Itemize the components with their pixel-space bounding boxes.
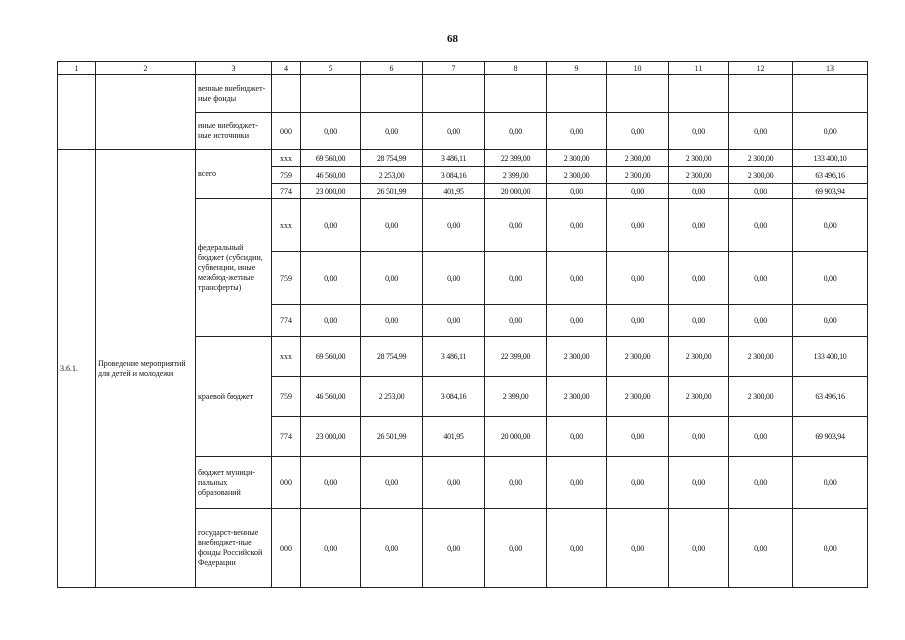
funding-source-label: государст-венные внебюджет-ные фонды Российской Федерации (196, 509, 272, 588)
value-cell: 133 400,10 (793, 150, 868, 167)
value-cell: 0,00 (361, 199, 423, 252)
value-cell: 0,00 (607, 509, 669, 588)
value-cell: 0,00 (729, 305, 793, 337)
value-cell: 63 496,16 (793, 377, 868, 417)
value-cell: 0,00 (793, 509, 868, 588)
value-cell: 0,00 (361, 305, 423, 337)
value-cell: 46 560,00 (301, 167, 361, 184)
value-cell: 0,00 (607, 457, 669, 509)
value-cell: 0,00 (423, 305, 485, 337)
funding-source-label: краевой бюджет (196, 337, 272, 457)
value-cell (793, 75, 868, 113)
value-cell (607, 75, 669, 113)
value-cell: 2 300,00 (607, 167, 669, 184)
value-cell: 2 300,00 (669, 337, 729, 377)
value-cell: 0,00 (607, 417, 669, 457)
page-number: 68 (447, 33, 458, 45)
code-cell: 774 (272, 417, 301, 457)
value-cell: 0,00 (485, 252, 547, 305)
value-cell: 2 300,00 (729, 377, 793, 417)
code-cell: 000 (272, 113, 301, 150)
value-cell: 23 000,00 (301, 417, 361, 457)
value-cell: 0,00 (485, 199, 547, 252)
column-number: 13 (793, 62, 868, 75)
value-cell: 0,00 (547, 457, 607, 509)
value-cell: 2 300,00 (607, 377, 669, 417)
value-cell: 0,00 (793, 113, 868, 150)
code-cell: 000 (272, 509, 301, 588)
value-cell: 2 253,00 (361, 377, 423, 417)
code-cell: 774 (272, 305, 301, 337)
value-cell: 2 300,00 (547, 150, 607, 167)
value-cell: 2 300,00 (729, 150, 793, 167)
budget-table (57, 61, 868, 588)
value-cell: 26 501,99 (361, 184, 423, 199)
value-cell: 0,00 (361, 113, 423, 150)
funding-source-label: федеральный бюджет (субсидии, субвенции, иные межбюд-жетные трансферты) (196, 199, 272, 337)
value-cell: 0,00 (423, 509, 485, 588)
value-cell: 20 000,00 (485, 184, 547, 199)
value-cell: 0,00 (301, 113, 361, 150)
value-cell: 0,00 (669, 457, 729, 509)
code-cell: 000 (272, 457, 301, 509)
value-cell: 0,00 (793, 457, 868, 509)
column-number: 5 (301, 62, 361, 75)
value-cell: 2 399,00 (485, 167, 547, 184)
value-cell: 133 400,10 (793, 337, 868, 377)
value-cell: 2 300,00 (669, 150, 729, 167)
value-cell: 0,00 (423, 199, 485, 252)
value-cell: 3 486,11 (423, 337, 485, 377)
value-cell: 0,00 (361, 252, 423, 305)
value-cell: 0,00 (607, 252, 669, 305)
value-cell: 28 754,99 (361, 337, 423, 377)
value-cell: 69 903,94 (793, 184, 868, 199)
value-cell: 3 084,16 (423, 167, 485, 184)
value-cell: 0,00 (669, 509, 729, 588)
value-cell: 0,00 (607, 184, 669, 199)
value-cell: 3 084,16 (423, 377, 485, 417)
value-cell: 0,00 (669, 305, 729, 337)
code-cell: 759 (272, 377, 301, 417)
value-cell: 0,00 (547, 509, 607, 588)
value-cell: 0,00 (423, 457, 485, 509)
funding-source-label: венные внебюджет-ные фонды (196, 75, 272, 113)
column-number: 10 (607, 62, 669, 75)
item-number-cell (58, 75, 96, 150)
value-cell (729, 75, 793, 113)
continuation-row (58, 75, 868, 113)
table-row (58, 150, 868, 167)
value-cell: 2 300,00 (547, 167, 607, 184)
value-cell: 0,00 (547, 184, 607, 199)
value-cell: 0,00 (793, 199, 868, 252)
value-cell: 0,00 (669, 184, 729, 199)
value-cell: 2 300,00 (669, 167, 729, 184)
value-cell: 0,00 (729, 199, 793, 252)
column-number: 9 (547, 62, 607, 75)
value-cell: 69 903,94 (793, 417, 868, 457)
value-cell: 0,00 (301, 509, 361, 588)
value-cell: 23 000,00 (301, 184, 361, 199)
value-cell: 22 399,00 (485, 150, 547, 167)
value-cell: 401,95 (423, 417, 485, 457)
column-number: 4 (272, 62, 301, 75)
value-cell: 0,00 (669, 113, 729, 150)
value-cell: 0,00 (301, 305, 361, 337)
value-cell: 0,00 (547, 305, 607, 337)
column-number: 7 (423, 62, 485, 75)
value-cell: 0,00 (607, 113, 669, 150)
value-cell (423, 75, 485, 113)
value-cell: 2 300,00 (607, 150, 669, 167)
value-cell: 0,00 (547, 417, 607, 457)
value-cell: 20 000,00 (485, 417, 547, 457)
value-cell: 3 486,11 (423, 150, 485, 167)
column-number-row (58, 62, 868, 75)
value-cell: 0,00 (361, 509, 423, 588)
value-cell: 0,00 (729, 252, 793, 305)
code-cell: xxx (272, 199, 301, 252)
item-number-cell: 3.6.1. (58, 150, 96, 588)
column-number: 2 (96, 62, 196, 75)
value-cell: 0,00 (547, 113, 607, 150)
value-cell: 0,00 (485, 509, 547, 588)
value-cell: 0,00 (607, 305, 669, 337)
column-number: 8 (485, 62, 547, 75)
value-cell: 0,00 (607, 199, 669, 252)
column-number: 6 (361, 62, 423, 75)
value-cell: 0,00 (729, 457, 793, 509)
value-cell: 0,00 (423, 113, 485, 150)
value-cell: 0,00 (547, 199, 607, 252)
code-cell: 759 (272, 252, 301, 305)
value-cell: 2 300,00 (729, 337, 793, 377)
item-name-cell: Проведение мероприятий для детей и молодежи (96, 150, 196, 588)
value-cell: 26 501,99 (361, 417, 423, 457)
value-cell: 0,00 (729, 184, 793, 199)
value-cell: 63 496,16 (793, 167, 868, 184)
value-cell (547, 75, 607, 113)
value-cell: 2 300,00 (547, 337, 607, 377)
value-cell (669, 75, 729, 113)
value-cell: 2 300,00 (729, 167, 793, 184)
value-cell: 0,00 (547, 252, 607, 305)
value-cell: 0,00 (301, 252, 361, 305)
value-cell: 2 253,00 (361, 167, 423, 184)
value-cell: 0,00 (729, 417, 793, 457)
value-cell (361, 75, 423, 113)
code-cell: 759 (272, 167, 301, 184)
value-cell: 0,00 (669, 199, 729, 252)
funding-source-label: иные внебюджет-ные источники (196, 113, 272, 150)
code-cell: xxx (272, 150, 301, 167)
funding-source-label: бюджет муници-пальных образований (196, 457, 272, 509)
value-cell: 0,00 (301, 457, 361, 509)
code-cell: xxx (272, 337, 301, 377)
value-cell: 0,00 (793, 252, 868, 305)
value-cell: 0,00 (485, 113, 547, 150)
value-cell (301, 75, 361, 113)
value-cell: 0,00 (669, 252, 729, 305)
value-cell: 22 399,00 (485, 337, 547, 377)
value-cell: 69 560,00 (301, 337, 361, 377)
value-cell: 2 300,00 (669, 377, 729, 417)
value-cell: 0,00 (301, 199, 361, 252)
column-number: 12 (729, 62, 793, 75)
value-cell: 28 754,99 (361, 150, 423, 167)
item-name-cell (96, 75, 196, 150)
value-cell: 0,00 (361, 457, 423, 509)
value-cell: 0,00 (793, 305, 868, 337)
funding-source-label: всего (196, 150, 272, 199)
code-cell: 774 (272, 184, 301, 199)
value-cell: 0,00 (729, 113, 793, 150)
value-cell: 0,00 (485, 457, 547, 509)
value-cell: 401,95 (423, 184, 485, 199)
value-cell: 69 560,00 (301, 150, 361, 167)
column-number: 1 (58, 62, 96, 75)
value-cell: 0,00 (423, 252, 485, 305)
value-cell: 0,00 (485, 305, 547, 337)
value-cell: 0,00 (729, 509, 793, 588)
column-number: 11 (669, 62, 729, 75)
code-cell (272, 75, 301, 113)
value-cell (485, 75, 547, 113)
column-number: 3 (196, 62, 272, 75)
value-cell: 46 560,00 (301, 377, 361, 417)
value-cell: 0,00 (669, 417, 729, 457)
value-cell: 2 399,00 (485, 377, 547, 417)
value-cell: 2 300,00 (547, 377, 607, 417)
value-cell: 2 300,00 (607, 337, 669, 377)
